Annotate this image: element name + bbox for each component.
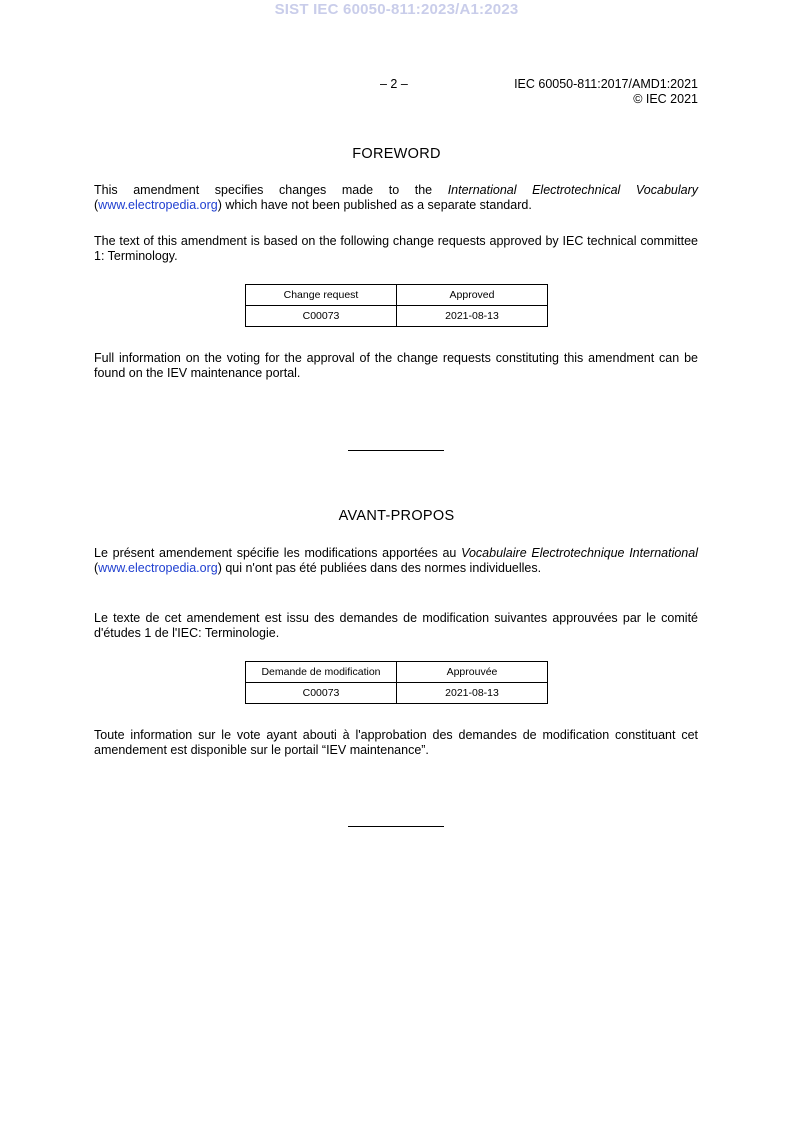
- table-cell: 2021-08-13: [397, 306, 548, 327]
- table-header-cell: Approved: [397, 285, 548, 306]
- avant-propos-p1-text-a: Le présent amendement spécifie les modifications apportées au: [94, 546, 462, 560]
- electropedia-link[interactable]: www.electropedia.org: [98, 197, 218, 212]
- table-header-row: [246, 662, 548, 683]
- avant-propos-paragraph-1: [94, 546, 698, 575]
- document-reference: [514, 77, 698, 106]
- foreword-p1-text-a: This amendment specifies changes made to the: [94, 183, 448, 197]
- foreword-paragraph-2: The text of this amendment is based on the following change requests approved by IEC technical committee 1: Terminology.: [94, 234, 698, 263]
- table-header-cell: Change request: [246, 285, 397, 306]
- foreword-paragraph-3: Full information on the voting for the approval of the change requests constituting this amendment can be found on the IEV maintenance portal.: [94, 351, 698, 380]
- avant-propos-paragraph-2: Le texte de cet amendement est issu des demandes de modification suivantes approuvées par le comité d'études 1 de l'IEC: Terminologie.: [94, 611, 698, 640]
- avant-propos-title: AVANT-PROPOS: [338, 508, 455, 524]
- avant-propos-paragraph-3: Toute information sur le vote ayant abouti à l'approbation des demandes de modification constituant cet amendement est disponible sur le portail “IEV maintenance”.: [94, 728, 698, 757]
- foreword-p1-italic: International Electrotechnical Vocabulary: [447, 183, 698, 197]
- avant-propos-p1-text-b: (: [94, 560, 99, 575]
- document-id: IEC 60050-811:2017/AMD1:2021: [514, 77, 698, 91]
- table-cell: C00073: [246, 683, 397, 704]
- avant-propos-p1-italic: Vocabulaire Electrotechnique International: [461, 546, 698, 560]
- table-header-cell: Demande de modification: [246, 662, 397, 683]
- page-number: – 2 –: [380, 77, 408, 91]
- foreword-paragraph-1: [94, 183, 698, 212]
- foreword-title: FOREWORD: [352, 146, 441, 162]
- electropedia-link-fr[interactable]: www.electropedia.org: [98, 560, 218, 575]
- table-cell: C00073: [246, 306, 397, 327]
- table-header-row: [246, 285, 548, 306]
- section-divider: [348, 826, 444, 827]
- table-header-cell: Approuvée: [397, 662, 548, 683]
- avant-propos-p1-text-c: ) qui n'ont pas été publiées dans des normes individuelles.: [217, 560, 542, 575]
- section-divider: [348, 450, 444, 451]
- watermark: SIST IEC 60050-811:2023/A1:2023: [274, 1, 519, 18]
- copyright-line: © IEC 2021: [633, 91, 698, 106]
- table-row: [246, 683, 548, 704]
- change-request-table: [245, 284, 548, 327]
- foreword-p1-text-b: (: [94, 197, 99, 212]
- foreword-p1-text-c: ) which have not been published as a separate standard.: [217, 197, 532, 212]
- table-row: [246, 306, 548, 327]
- demande-modification-table: [245, 661, 548, 704]
- table-cell: 2021-08-13: [397, 683, 548, 704]
